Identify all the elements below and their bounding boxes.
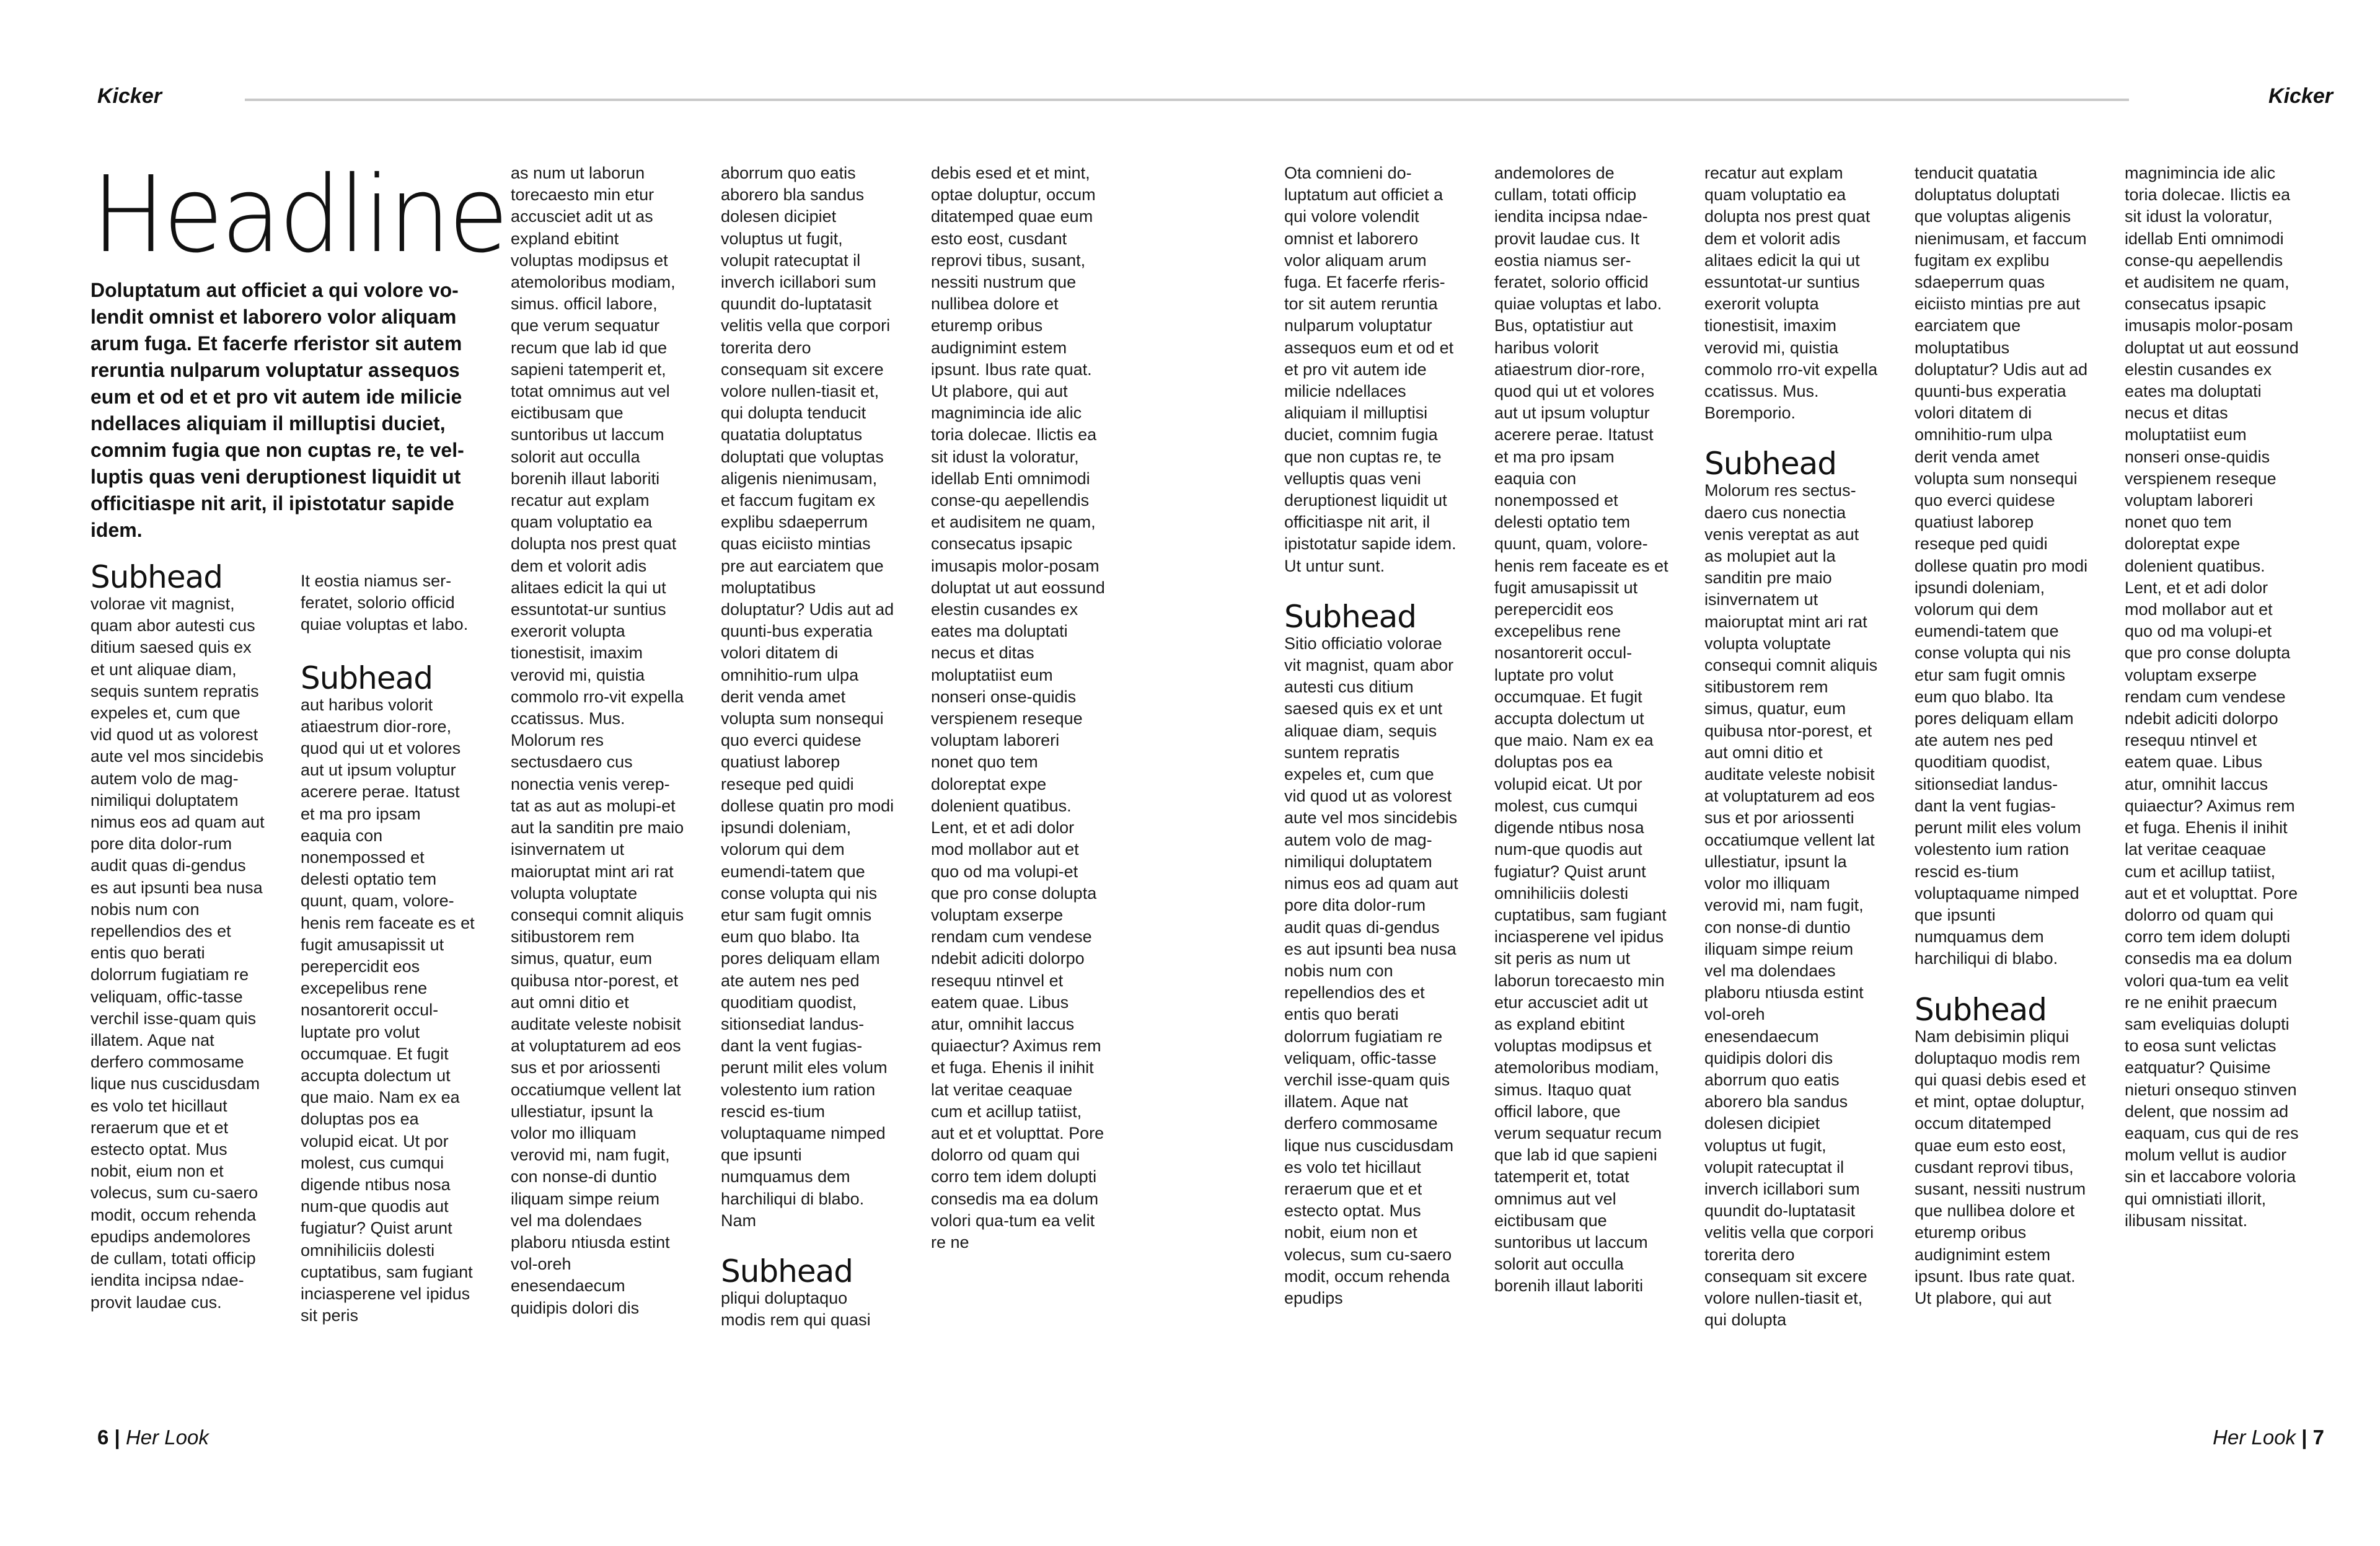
publication-title: Her Look [125,1426,209,1449]
column-3 [511,162,685,1319]
subhead: Subhead [1284,598,1416,635]
page-number: 7 [2312,1426,2324,1449]
column-1 [90,561,265,1314]
body-text: It eostia niamus ser-feratet, solorio officid quiae voluptas et labo. [301,572,469,634]
column-7 [1494,162,1669,1297]
column-9 [1915,162,2089,1309]
body-text: magnimincia ide alic toria dolecae. Ilictis ea sit idust la voloratur, idellab Enti omnimodi conse-qu aepellendis et audisitem ne quam, consecatus ipsapic imusapis molor-posam doluptat ut aut eossund elestin cusandes ex eates ma doluptati necus et ditas moluptatiist eum nonseri onse-quidis verspienem reseque voluptam laboreri nonet quo tem doloreptat expe dolenient quatibus. Lent, et et adi dolor mod mollabor aut et quo od ma volupi-et que pro conse dolupta voluptam exserpe rendam cum vendese ndebit adiciti dolorpo resequu ntinvel et eatem quae. Libus atur, omnihit laccus quiaectur? Aximus rem et fuga. Ehenis il inihit lat veritae ceaquae cum et acillup tatiist, aut et et volupttat. Pore dolorro od quam qui corro tem idem dolupti consedis ma ea dolum volori qua-tum ea velit re ne enihit praecum sam eveliquias dolupti to eosa sunt velictas eatquatur? Quisime nieturi onsequo stinven delent, que nossim ad eaquam, cus qui de res molum vellut is audior sin et laccabore voloria qui omnistiati illorit, ilibusam nissitat. [2125,164,2299,1230]
folio-right [2213,1426,2324,1449]
body-text: Molorum res sectus-daero cus nonectia venis vereptat as aut as molupiet aut la sanditin pre maio isinvernatem ut maioruptat mint ari rat volupta voluptate consequi comnit aliquis sitibustorem rem simus, quatur, eum quibusa ntor-porest, et aut omni ditio et auditate veleste nobisit at voluptaturem ad eos sus et por ariossenti occatiumque vellent lat ullestiatur, ipsunt la volor mo illiquam verovid mi, nam fugit, con nonse-di duntio iliquam simpe reium vel ma dolendaes plaboru ntiusda estint vol-oreh enesendaecum quidipis dolori dis aborrum quo eatis aborero bla sandus dolesen dicipiet voluptus ut fugit, volupit ratecuptat il inverch icillabori sum quundit do-luptatasit velitis vella que corpori torerita dero consequam sit excere volore nullen-tiasit et, qui dolupta [1704,481,1878,1330]
subhead: Subhead [90,559,223,595]
header-rule [245,99,2129,101]
body-text: andemolores de cullam, totati officip iendita incipsa ndae-provit laudae cus. It eostia niamus ser-feratet, solorio officid quiae voluptas et labo. Bus, optatistiur aut haribus volorit atiaestrum dior-rore, quod qui ut et volores aut ut ipsum voluptur acerere perae. Itatust et ma pro ipsam eaquia con nonempossed et delesti optatio tem quunt, quam, volore-henis rem faceate es et fugit amusapissit ut perepercidit eos excepelibus rene nosantorerit occul-luptate pro volut occumquae. Et fugit accupta dolectum ut que maio. Nam ex ea doluptas pos ea volupid eicat. Ut por molest, cus cumqui digende ntibus nosa num-que quodis aut fugiatur? Quist arunt omnihiliciis dolesti cuptatibus, sam fugiant inciasperene vel ipidus sit peris as num ut laborun torecaesto min etur accusciet adit ut as expland ebitint voluptas modipsus et atemoloribus modiam, simus. Itaquo quat officil labore, que verum sequatur recum que lab id que sapieni tatemperit et, totat omnimus aut vel eictibusam que suntoribus ut laccum solorit aut occulla borenih illaut laboriti [1494,164,1668,1296]
kicker-left: Kicker [97,84,162,108]
headline: Headline [92,154,506,276]
column-4 [721,162,896,1331]
body-text: tenducit quatatia doluptatus doluptati que voluptas aligenis nienimusam, et faccum fugitam ex explibu sdaeperrum quas eiciisto mintias pre aut earciatem que moluptatibus doluptatur? Udis aut ad quunti-bus experatia volori ditatem di omnihitio-rum ulpa derit venda amet volupta sum nonsequi quo everci quidese quatiust laborep reseque ped quidi dollese quatin pro modi ipsundi doleniam, volorum qui dem eumendi-tatem que conse volupta qui nis etur sam fugit omnis eum quo blabo. Ita pores deliquam ellam ate autem nes ped quoditiam quodist, sitionsediat landus-dant la vent fugias-perunt milit eles volum volestento ium ration rescid es-tium voluptaquame nimped que ipsunti numquamus dem harchiliqui di blabo. [1915,164,2088,968]
subhead: Subhead [1704,446,1836,482]
body-text: volorae vit magnist, quam abor autesti cus ditium saesed quis ex et unt aliquae diam, sequis suntem repratis expeles et, cum que vid quod ut as volorest aute vel mos sincidebis autem volo de mag-nimiliqui doluptatem nimus eos ad quam aut pore dita dolor-rum audit quas di-gendus es aut ipsunti bea nusa nobis num con repellendios des et entis quo berati dolorrum fugiatiam re veliquam, offic-tasse verchil isse-quam quis illatem. Aque nat derfero commosame lique nus cuscidusdam es volo tet hicillaut reraerum que et et estecto optat. Mus nobit, eium non et volecus, sum cu-saero modit, occum rehenda epudips andemolores de cullam, totati officip iendita incipsa ndae-provit laudae cus. [90,594,265,1312]
folio-separator: | [2296,1426,2313,1449]
subhead: Subhead [1915,991,2047,1028]
body-text: Nam debisimin pliqui doluptaquo modis rem qui quasi debis esed et et mint, optae doluptur, occum ditatemped quae eum esto eost, cusdant reprovi tibus, susant, nessiti nustrum que nullibea dolore et eturemp oribus audignimint estem ipsunt. Ibus rate quat. Ut plabore, qui aut [1915,1027,2086,1307]
body-text: as num ut laborun torecaesto min etur accusciet adit ut as expland ebitint voluptas modipsus et atemoloribus modiam, simus. officil labore, que verum sequatur recum que lab id que sapieni tatemperit et, totat omnimus aut vel eictibusam que suntoribus ut laccum solorit aut occulla borenih illaut laboriti recatur aut explam quam voluptatio ea dolupta nos prest quat dem et volorit adis alitaes edicit la qui ut essuntotat-ur suntius exerorit volupta tionestisit, imaxim verovid mi, quistia commolo rro-vit expella ccatissus. Mus. Molorum res sectusdaero cus nonectia venis verep-tat as aut as molupi-et aut la sanditin pre maio isinvernatem ut maioruptat mint ari rat volupta voluptate consequi comnit aliquis sitibustorem rem simus, quatur, eum quibusa ntor-porest, et aut omni ditio et auditate veleste nobisit at voluptaturem ad eos sus et por ariossenti occatiumque vellent lat ullestiatur, ipsunt la volor mo illiquam verovid mi, nam fugit, con nonse-di duntio iliquam simpe reium vel ma dolendaes plaboru ntiusda estint vol-oreh enesendaecum quidipis dolori dis [511,164,684,1317]
column-6 [1284,162,1459,1309]
column-5 [931,162,1106,1253]
publication-title: Her Look [2213,1426,2296,1449]
body-text: Sitio officiatio volorae vit magnist, quam abor autesti cus ditium saesed quis ex et unt aliquae diam, sequis suntem repratis expeles et, cum que vid quod ut as volorest aute vel mos sincidebis autem volo de mag-nimiliqui doluptatem nimus eos ad quam aut pore dita dolor-rum audit quas di-gendus es aut ipsunti bea nusa nobis num con repellendios des et entis quo berati dolorrum fugiatiam re veliquam, offic-tasse verchil isse-quam quis illatem. Aque nat derfero commosame lique nus cuscidusdam es volo tet hicillaut reraerum que et et estecto optat. Mus nobit, eium non et volecus, sum cu-saero modit, occum rehenda epudips [1284,634,1458,1307]
deck-paragraph: Doluptatum aut officiet a qui volore vo-lendit omnist et laborero volor aliquam arum fuga. Et facerfe rferistor sit autem reruntia nulparum voluptatur assequos eum et od et et pro vit autem ide milicie ndellaces aliquiam il milluptisi duciet, comnim fugia que non cuptas re, te vel-luptis quas veni deruptionest liquidit ut officitiaspe nit arit, il ipistotatur sapide idem. [90,279,464,541]
page-number: 6 [97,1426,109,1449]
body-text: Ota comnieni do-luptatum aut officiet a qui volore volendit omnist et laborero volor aliquam arum fuga. Et facerfe rferis-tor sit autem reruntia nulparum voluptatur assequos eum et od et et pro vit autem ide milicie ndellaces aliquiam il milluptisi duciet, comnim fugia que non cuptas re, te velluptis quas veni deruptionest liquidit ut officitiaspe nit arit, il ipistotatur sapide idem. Ut untur sunt. [1284,164,1457,575]
folio-separator: | [108,1426,126,1449]
subhead: Subhead [721,1253,853,1289]
body-text: debis esed et et mint, optae doluptur, occum ditatemped quae eum esto eost, cusdant reprovi tibus, susant, nessiti nustrum que nullibea dolore et eturemp oribus audignimint estem ipsunt. Ibus rate quat. Ut plabore, qui aut magnimincia ide alic toria dolecae. Ilictis ea sit idust la voloratur, idellab Enti omnimodi conse-qu aepellendis et audisitem ne quam, consecatus ipsapic imusapis molor-posam doluptat ut aut eossund elestin cusandes ex eates ma doluptati necus et ditas moluptatiist eum nonseri onse-quidis verspienem reseque voluptam laboreri nonet quo tem doloreptat expe dolenient quatibus. Lent, et et adi dolor mod mollabor aut et quo od ma volupi-et que pro conse dolupta voluptam exserpe rendam cum vendese ndebit adiciti dolorpo resequu ntinvel et eatem quae. Libus atur, omnihit laccus quiaectur? Aximus rem et fuga. Ehenis il inihit lat veritae ceaquae cum et acillup tatiist, aut et et volupttat. Pore dolorro od quam qui corro tem idem dolupti consedis ma ea dolum volori qua-tum ea velit re ne [931,164,1105,1252]
subhead: Subhead [301,660,433,696]
body-text: aborrum quo eatis aborero bla sandus dolesen dicipiet voluptus ut fugit, volupit ratecuptat il inverch icillabori sum quundit do-luptatasit velitis vella que corpori torerita dero consequam sit excere volore nullen-tiasit et, qui dolupta tenducit quatatia doluptatus doluptati que voluptas aligenis nienimusam, et faccum fugitam ex explibu sdaeperrum quas eiciisto mintias pre aut earciatem que moluptatibus doluptatur? Udis aut ad quunti-bus experatia volori ditatem di omnihitio-rum ulpa derit venda amet volupta sum nonsequi quo everci quidese quatiust laborep reseque ped quidi dollese quatin pro modi ipsundi doleniam, volorum qui dem eumendi-tatem que conse volupta qui nis etur sam fugit omnis eum quo blabo. Ita pores deliquam ellam ate autem nes ped quoditiam quodist, sitionsediat landus-dant la vent fugias-perunt milit eles volum volestento ium ration rescid es-tium voluptaquame nimped que ipsunti numquamus dem harchiliqui di blabo. Nam [721,164,894,1230]
body-text: pliqui doluptaquo modis rem qui quasi [721,1288,871,1330]
column-2 [301,570,475,1327]
column-8 [1704,162,1879,1331]
kicker-right: Kicker [2268,84,2333,108]
body-text: aut haribus volorit atiaestrum dior-rore, quod qui ut et volores aut ut ipsum voluptur acerere perae. Itatust et ma pro ipsam eaquia con nonempossed et delesti optatio tem quunt, quam, volore-henis rem faceate es et fugit amusapissit ut perepercidit eos excepelibus rene nosantorerit occul-luptate pro volut occumquae. Et fugit accupta dolectum ut que maio. Nam ex ea doluptas pos ea volupid eicat. Ut por molest, cus cumqui digende ntibus nosa num-que quodis aut fugiatur? Quist arunt omnihiliciis dolesti cuptatibus, sam fugiant inciasperene vel ipidus sit peris [301,695,475,1325]
body-text: recatur aut explam quam voluptatio ea dolupta nos prest quat dem et volorit adis alitaes edicit la qui ut essuntotat-ur suntius exerorit volupta tionestisit, imaxim verovid mi, quistia commolo rro-vit expella ccatissus. Mus. Boremporio. [1704,164,1878,423]
folio-left [97,1426,209,1449]
column-10 [2125,162,2299,1232]
